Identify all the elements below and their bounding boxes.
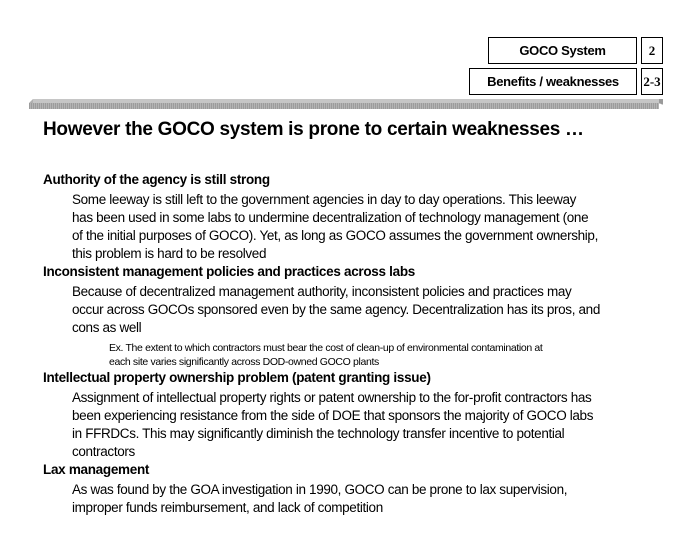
subsection-label-box [469,68,637,95]
point-intellectual-property [43,369,653,461]
point-heading: Lax management [43,462,150,477]
subsection-number: 2-3 [643,73,661,89]
point-authority [43,171,653,263]
slide-title: However the GOCO system is prone to certain weaknesses … [43,119,584,140]
point-example: Ex. The extent to which contractors must bear the cost of clean-up of environmental contamination at each site varies significantly across DOD-owned GOCO plants [109,342,543,368]
divider-right-bevel [659,99,663,109]
divider-front-face [29,103,659,109]
point-body: As was found by the GOA investigation in 1990, GOCO can be prone to lax supervision, improper funds reimbursement, and lack of competition [72,482,568,515]
section-number: 2 [648,42,656,58]
point-inconsistent-policies [43,263,653,369]
subsection-label: Benefits / weaknesses [487,74,619,89]
point-lax-management [43,461,653,517]
point-body: Assignment of intellectual property rights or patent ownership to the for-profit contractors has been experiencing resistance from the side of DOE that sponsors the majority of GOCO labs in FFRDCs. This may significantly diminish the technology transfer incentive to potential contractors [72,390,594,459]
section-label-box [488,37,637,64]
header-divider-bar [29,99,663,109]
subsection-number-box [641,68,663,95]
section-number-box [641,37,663,64]
point-heading: Intellectual property ownership problem (patent granting issue) [43,370,431,385]
slide-content [43,171,653,517]
point-body: Because of decentralized management authority, inconsistent policies and practices may occur across GOCOs sponsored even by the same agency. Decentralization has its pros, and cons as well [72,284,600,335]
section-label: GOCO System [519,43,606,58]
point-body: Some leeway is still left to the government agencies in day to day operations. This leeway has been used in some labs to undermine decentralization of technology management (one of the initial purposes of GOCO). Yet, as long as GOCO assumes the government ownership, this problem is hard to be resolved [72,192,598,261]
point-heading: Inconsistent management policies and practices across labs [43,264,415,279]
point-heading: Authority of the agency is still strong [43,172,270,187]
